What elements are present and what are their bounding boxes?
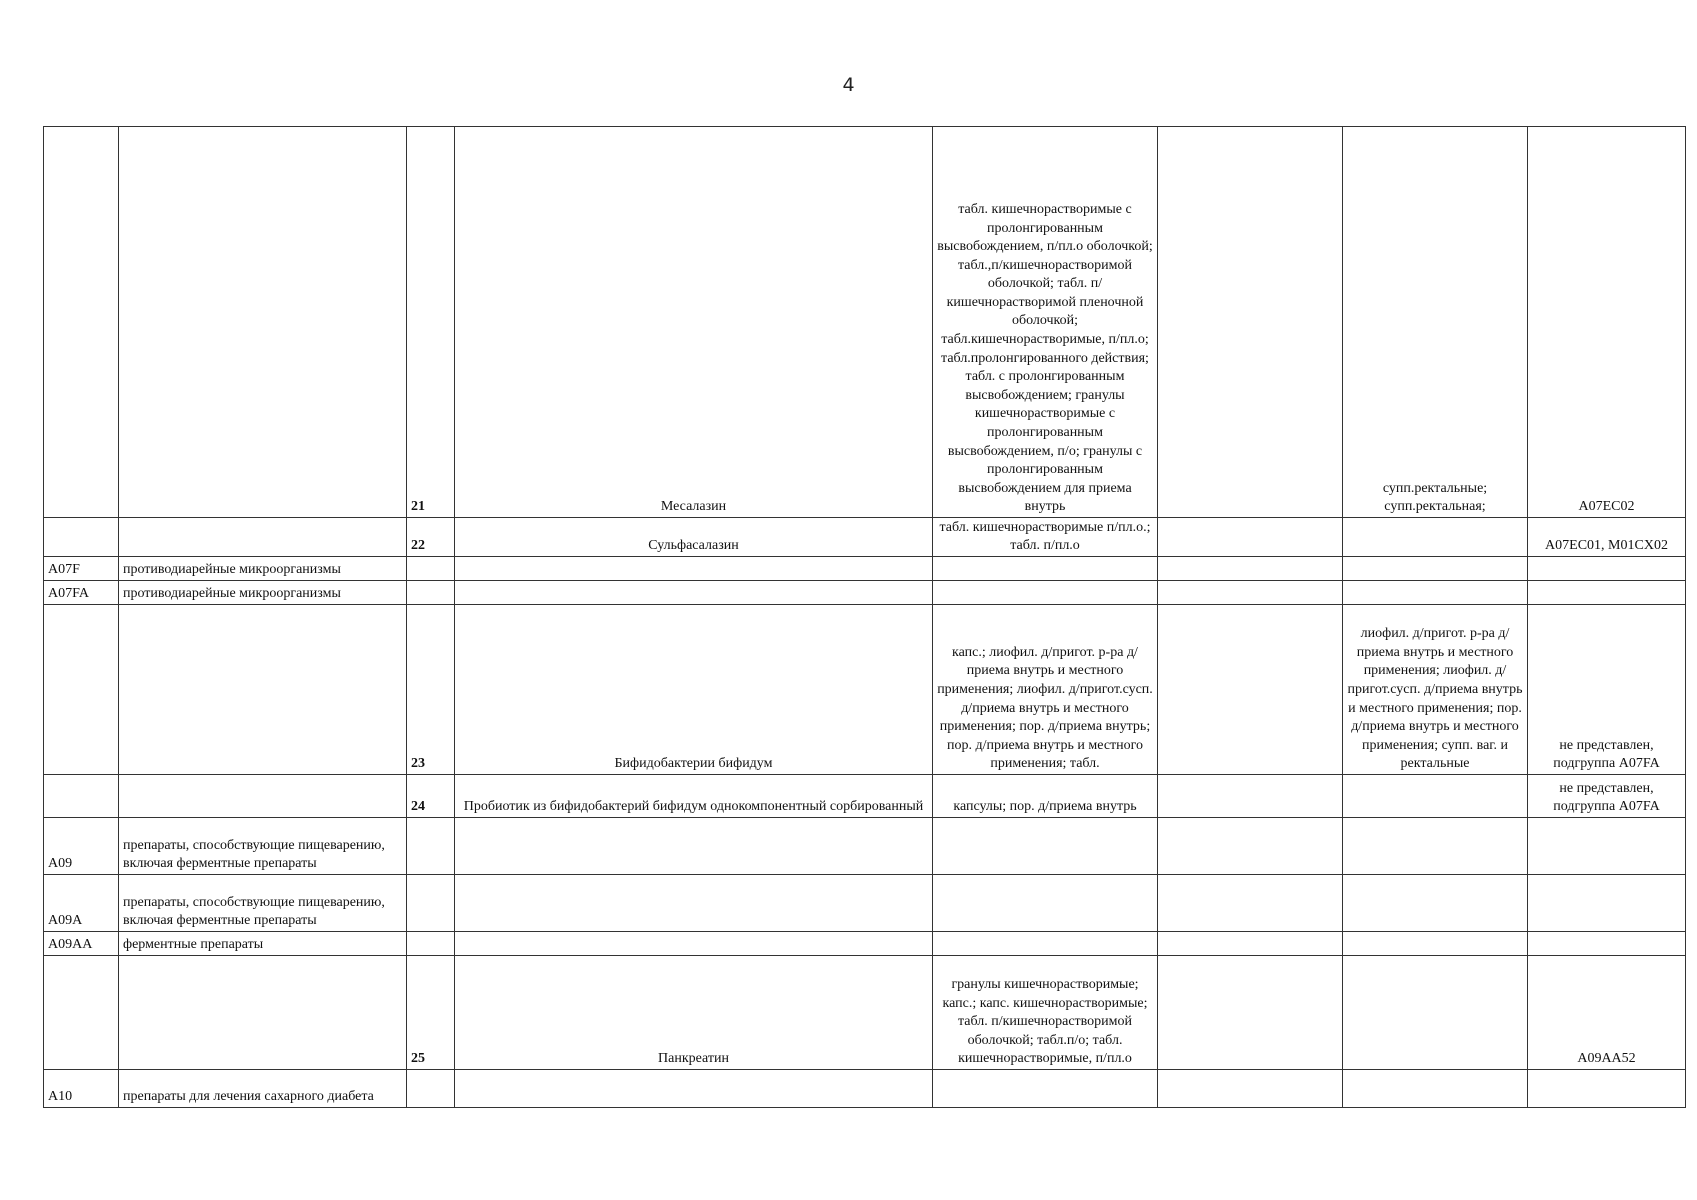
row-number: 22	[407, 518, 455, 557]
table-row	[44, 127, 1686, 518]
atc-group-code	[44, 775, 119, 818]
table-row	[44, 818, 1686, 875]
row-number	[407, 875, 455, 932]
drug-name: Сульфасалазин	[455, 518, 933, 557]
atc-group-code: A07FA	[44, 581, 119, 605]
atc-code: не представлен, подгруппа A07FA	[1528, 775, 1686, 818]
atc-group-name: препараты, способствующие пищеварению, включая ферментные препараты	[119, 818, 407, 875]
atc-code: A09AA52	[1528, 956, 1686, 1070]
table-row	[44, 875, 1686, 932]
additional-dosage-forms: супп.ректальные; супп.ректальная;	[1343, 127, 1528, 518]
extra-column	[1158, 581, 1343, 605]
table-row	[44, 956, 1686, 1070]
additional-dosage-forms	[1343, 1070, 1528, 1108]
drug-name: Бифидобактерии бифидум	[455, 605, 933, 775]
table-row	[44, 932, 1686, 956]
extra-column	[1158, 518, 1343, 557]
row-number: 24	[407, 775, 455, 818]
atc-code	[1528, 581, 1686, 605]
additional-dosage-forms	[1343, 932, 1528, 956]
atc-group-code	[44, 127, 119, 518]
drug-name	[455, 818, 933, 875]
atc-group-name: противодиарейные микроорганизмы	[119, 581, 407, 605]
extra-column	[1158, 956, 1343, 1070]
additional-dosage-forms	[1343, 875, 1528, 932]
atc-code	[1528, 557, 1686, 581]
row-number: 21	[407, 127, 455, 518]
atc-group-name	[119, 518, 407, 557]
dosage-forms	[933, 581, 1158, 605]
drug-name: Месалазин	[455, 127, 933, 518]
row-number	[407, 581, 455, 605]
atc-group-code: A09AA	[44, 932, 119, 956]
drug-name: Панкреатин	[455, 956, 933, 1070]
atc-group-code: A07F	[44, 557, 119, 581]
atc-code	[1528, 932, 1686, 956]
additional-dosage-forms	[1343, 557, 1528, 581]
page-number: 4	[842, 74, 855, 96]
atc-group-code	[44, 605, 119, 775]
additional-dosage-forms: лиофил. д/пригот. р-ра д/приема внутрь и местного применения; лиофил. д/пригот.сусп. д/приема внутрь и местного применения; пор. д/приема внутрь и местного применения; супп. ваг. и ректальные	[1343, 605, 1528, 775]
atc-group-name	[119, 956, 407, 1070]
atc-group-name	[119, 127, 407, 518]
atc-group-code: A10	[44, 1070, 119, 1108]
extra-column	[1158, 875, 1343, 932]
row-number	[407, 557, 455, 581]
atc-group-name: препараты, способствующие пищеварению, включая ферментные препараты	[119, 875, 407, 932]
dosage-forms	[933, 1070, 1158, 1108]
additional-dosage-forms	[1343, 956, 1528, 1070]
atc-code	[1528, 1070, 1686, 1108]
extra-column	[1158, 775, 1343, 818]
dosage-forms: гранулы кишечнорастворимые; капс.; капс. кишечнорастворимые; табл. п/кишечнорастворимой оболочкой; табл.п/о; табл. кишечнорастворимые, п/пл.о	[933, 956, 1158, 1070]
additional-dosage-forms	[1343, 518, 1528, 557]
table-row	[44, 581, 1686, 605]
extra-column	[1158, 127, 1343, 518]
extra-column	[1158, 1070, 1343, 1108]
atc-group-name	[119, 605, 407, 775]
atc-group-name: противодиарейные микроорганизмы	[119, 557, 407, 581]
atc-code	[1528, 875, 1686, 932]
row-number	[407, 818, 455, 875]
atc-group-name: ферментные препараты	[119, 932, 407, 956]
additional-dosage-forms	[1343, 818, 1528, 875]
table-row	[44, 557, 1686, 581]
dosage-forms: капс.; лиофил. д/пригот. р-ра д/приема внутрь и местного применения; лиофил. д/пригот.сусп. д/приема внутрь и местного применения; пор. д/приема внутрь; пор. д/приема внутрь и местного применения; табл.	[933, 605, 1158, 775]
drug-name	[455, 875, 933, 932]
dosage-forms: капсулы; пор. д/приема внутрь	[933, 775, 1158, 818]
atc-code: A07EC01, M01CX02	[1528, 518, 1686, 557]
atc-group-name: препараты для лечения сахарного диабета	[119, 1070, 407, 1108]
drug-name	[455, 557, 933, 581]
dosage-forms	[933, 875, 1158, 932]
atc-group-code	[44, 956, 119, 1070]
atc-code	[1528, 818, 1686, 875]
additional-dosage-forms	[1343, 775, 1528, 818]
extra-column	[1158, 557, 1343, 581]
row-number	[407, 932, 455, 956]
atc-group-code: A09	[44, 818, 119, 875]
extra-column	[1158, 932, 1343, 956]
dosage-forms	[933, 932, 1158, 956]
row-number: 25	[407, 956, 455, 1070]
row-number	[407, 1070, 455, 1108]
atc-code: не представлен, подгруппа A07FA	[1528, 605, 1686, 775]
atc-code: A07EC02	[1528, 127, 1686, 518]
drug-list-table	[43, 126, 1686, 1108]
atc-group-code	[44, 518, 119, 557]
table-row	[44, 605, 1686, 775]
table-row	[44, 1070, 1686, 1108]
atc-group-name	[119, 775, 407, 818]
dosage-forms: табл. кишечнорастворимые с пролонгированным высвобождением, п/пл.о оболочкой; табл.,п/кишечнорастворимой оболочкой; табл. п/кишечнорастворимой пленочной оболочкой; табл.кишечнорастворимые, п/пл.о; табл.пролонгированного действия; табл. с пролонгированным высвобождением; гранулы кишечнорастворимые с пролонгированным высвобождением, п/о; гранулы с пролонгированным высвобождением для приема внутрь	[933, 127, 1158, 518]
additional-dosage-forms	[1343, 581, 1528, 605]
table-row	[44, 775, 1686, 818]
drug-name	[455, 1070, 933, 1108]
drug-name: Пробиотик из бифидобактерий бифидум однокомпонентный сорбированный	[455, 775, 933, 818]
dosage-forms: табл. кишечнорастворимые п/пл.о.; табл. п/пл.о	[933, 518, 1158, 557]
extra-column	[1158, 818, 1343, 875]
dosage-forms	[933, 818, 1158, 875]
atc-group-code: A09A	[44, 875, 119, 932]
table-row	[44, 518, 1686, 557]
dosage-forms	[933, 557, 1158, 581]
extra-column	[1158, 605, 1343, 775]
drug-name	[455, 581, 933, 605]
row-number: 23	[407, 605, 455, 775]
drug-name	[455, 932, 933, 956]
